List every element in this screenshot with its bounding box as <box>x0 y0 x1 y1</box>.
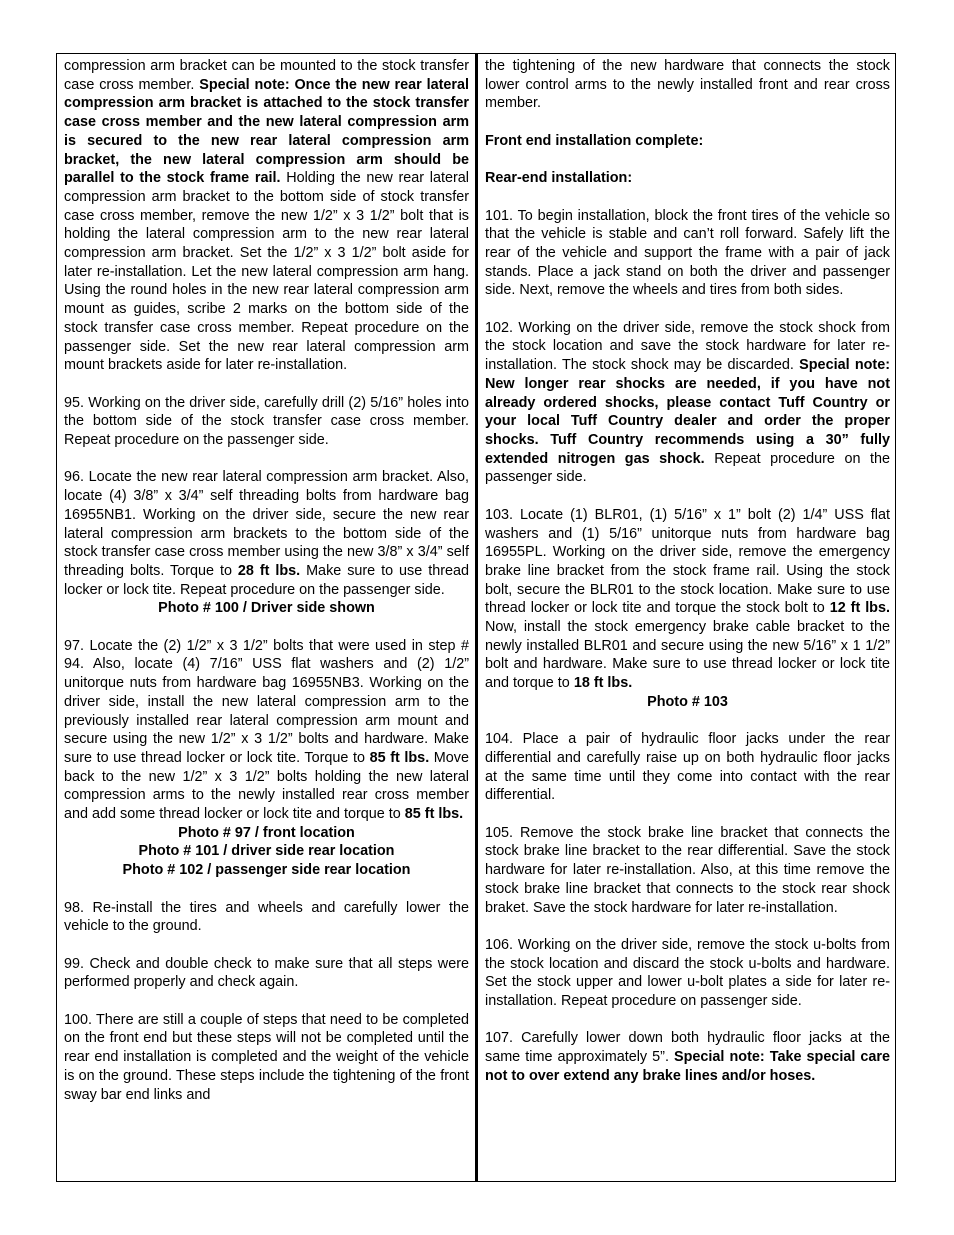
instruction-paragraph <box>64 842 469 861</box>
instruction-paragraph <box>485 824 890 918</box>
text-run: 103. Locate (1) BLR01, (1) 5/16” x 1” bolt (2) 1/4” USS flat washers and (1) 5/16” unitorque nuts from hardware bag 16955PL. Working on the driver side, remove the emergency brake line bracket from the stock frame rail. Using the stock bolt, secure the BLR01 to the stock location. Make sure to use thread locker or lock tite and torque the stock bolt to <box>485 506 890 617</box>
text-run: Make sure to use thread locker or lock tite. Repeat procedure on the passenger side. <box>64 562 469 598</box>
instruction-paragraph <box>485 693 890 712</box>
text-run: Holding the new rear lateral compression arm bracket to the bottom side of stock transfer case cross member, remove the new 1/2” x 3 1/2” bolt that is holding the lateral compression arm to the new rear lateral compression arm bracket. Set the 1/2” x 3 1/2” bolt aside for later re-installation. Let the new lateral compression arm hang. Using the round holes in the new rear lateral compression arm mount as guides, scribe 2 marks on the bottom side of the stock transfer case cross member. Repeat procedure on the passenger side. Set the new rear lateral compression arm mount brackets aside for later re-installation. <box>64 170 469 374</box>
instruction-paragraph <box>485 506 890 693</box>
instruction-paragraph <box>64 899 469 936</box>
bold-text-run: Special note: Once the new rear lateral compression arm bracket is attached to the stock transfer case cross member and the new lateral compression arm is secured to the new rear lateral compression arm bracket, the new lateral compression arm should be parallel to the stock frame rail. <box>64 76 469 187</box>
bold-text-run: Photo # 103 <box>647 693 728 710</box>
bold-text-run: 12 ft lbs. <box>829 600 890 617</box>
instruction-paragraph <box>64 955 469 992</box>
text-run: 104. Place a pair of hydraulic floor jacks under the rear differential and carefully raise up on both hydraulic floor jacks at the same time until they come into contact with the rear differential. <box>485 731 890 804</box>
instruction-paragraph <box>64 1011 469 1105</box>
instruction-paragraph <box>485 936 890 1011</box>
text-run: the tightening of the new hardware that connects the stock lower control arms to the newly installed front and rear cross member. <box>485 58 890 112</box>
bold-text-run: Photo # 97 / front location <box>178 824 355 841</box>
bold-text-run: Front end installation complete: <box>485 132 704 149</box>
bold-text-run: Photo # 102 / passenger side rear location <box>122 862 411 879</box>
bold-text-run: 85 ft lbs. <box>369 749 430 766</box>
text-run: 99. Check and double check to make sure that all steps were performed properly and check again. <box>64 955 469 991</box>
instruction-paragraph <box>485 132 890 151</box>
instruction-paragraph <box>64 468 469 599</box>
instruction-paragraph <box>485 1029 890 1085</box>
right-text-column <box>485 57 890 1086</box>
text-run: 98. Re-install the tires and wheels and carefully lower the vehicle to the ground. <box>64 899 469 935</box>
bold-text-run: 28 ft lbs. <box>237 562 301 579</box>
text-run: 106. Working on the driver side, remove the stock u-bolts from the stock location and discard the stock u-bolts and hardware. Set the stock upper and lower u-bolt plates a side for later re-installation. Repeat procedure on passenger side. <box>485 936 890 1010</box>
instruction-paragraph <box>64 57 469 375</box>
instruction-paragraph <box>64 637 469 824</box>
text-run: compression arm bracket can be mounted to the stock transfer case cross member. <box>64 58 469 93</box>
instruction-paragraph <box>64 824 469 843</box>
instruction-paragraph <box>64 394 469 450</box>
instruction-paragraph <box>485 319 890 487</box>
text-run: Repeat procedure on the passenger side. <box>485 450 890 486</box>
left-text-column <box>64 57 469 1123</box>
bold-text-run: Rear-end installation: <box>485 170 633 187</box>
text-run: 102. Working on the driver side, remove the stock shock from the stock location and save the stock hardware for later re-installation. The stock shock may be discarded. <box>485 319 890 374</box>
bold-text-run: 18 ft lbs. <box>573 675 633 692</box>
bold-text-run: 85 ft lbs. <box>404 806 464 823</box>
column-divider <box>475 53 478 1182</box>
bold-text-run: Special note: Take special care not to over extend any brake lines and/or hoses. <box>485 1049 891 1084</box>
text-run: 101. To begin installation, block the front tires of the vehicle so that the vehicle is stable and can’t roll forward. Safely lift the rear of the vehicle and support the frame with a pair of jack stands. Place a jack stand on both the driver and passenger side. Next, remove the wheels and tires from both sides. <box>485 207 890 299</box>
instruction-paragraph <box>64 599 469 618</box>
bold-text-run: Photo # 100 / Driver side shown <box>158 600 375 617</box>
text-run: 107. Carefully lower down both hydraulic floor jacks at the same time approximately 5”. <box>485 1030 890 1066</box>
instruction-paragraph <box>64 861 469 880</box>
text-run: Now, install the stock emergency brake cable bracket to the newly installed BLR01 and secure using the new 5/16” x 1 1/2” bolt and hardware. Make sure to use thread locker or lock tite and torque to <box>485 619 890 692</box>
text-run: 97. Locate the (2) 1/2” x 3 1/2” bolts that were used in step # 94. Also, locate (4) 7/16” USS flat washers and (2) 1/2” unitorque nuts from hardware bag 16955NB3. Working on the driver side, install the new lateral compression arm to the previously installed rear lateral compression arm mount and secure using the new 1/2” x 3 1/2” bolts and hardware. Make sure to use thread locker or lock tite. Torque to <box>64 637 469 766</box>
text-run: 96. Locate the new rear lateral compression arm bracket. Also, locate (4) 3/8” x 3/4” self threading bolts from hardware bag 16955NB1. Working on the driver side, secure the new rear lateral compression arm brackets to the bottom side of the stock transfer case cross member using the new 3/8” x 3/4” self threading bolts. Torque to <box>64 469 469 579</box>
text-run: 100. There are still a couple of steps that need to be completed on the front end but these steps will not be completed until the rear end installation is completed and the weight of the vehicle is on the ground. These steps include the tightening of the front sway bar end links and <box>64 1011 469 1103</box>
bold-text-run: Special note: New longer rear shocks are needed, if you have not already ordered shocks, please contact Tuff Country or your local Tuff Country dealer and order the proper shocks. Tuff Country recommends using a 30” fully extended nitrogen gas shock. <box>485 357 891 467</box>
text-run: Move back to the new 1/2” x 3 1/2” bolts holding the new lateral compression arms to the newly installed rear cross member and add some thread locker or lock tite and torque to <box>64 749 469 823</box>
instruction-paragraph <box>485 207 890 301</box>
instruction-paragraph <box>485 730 890 805</box>
text-run: 95. Working on the driver side, carefully drill (2) 5/16” holes into the bottom side of the stock transfer case cross member. Repeat procedure on the passenger side. <box>64 394 469 449</box>
text-run: 105. Remove the stock brake line bracket that connects the stock brake line bracket to the rear differential. Save the stock hardware for later re-installation. Also, at this time remove the stock brake line bracket that connects to the stock rear shock braket. Save the stock hardware for later re-installation. <box>485 824 890 916</box>
instruction-paragraph <box>485 57 890 113</box>
bold-text-run: Photo # 101 / driver side rear location <box>138 843 395 860</box>
instruction-paragraph <box>485 169 890 188</box>
